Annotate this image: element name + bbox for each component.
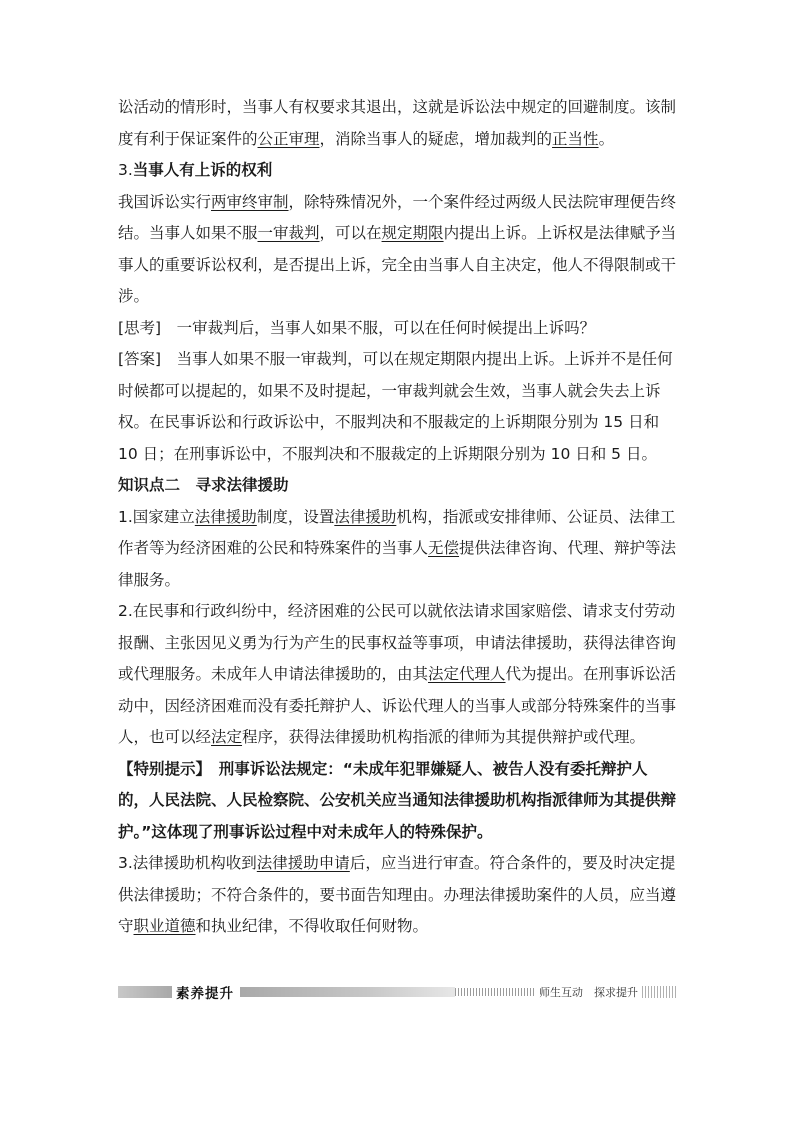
text-run: ，可以在 bbox=[319, 224, 382, 242]
paragraph bbox=[118, 470, 678, 502]
banner-stripes bbox=[642, 986, 678, 998]
banner-gradient-bar bbox=[240, 987, 455, 997]
underlined-term: 职业道德 bbox=[133, 917, 196, 935]
text-run: 我国诉讼实行 bbox=[118, 192, 212, 211]
underlined-term: 两审终审制 bbox=[211, 192, 289, 211]
text-run: 机构，指派或安排律师、公证员、法律工作者等为经济困难的公民和特殊案件的当事人 bbox=[118, 507, 676, 557]
text-run: 程序，获得法律援助机构指派的律师为其提供辩护或代理。 bbox=[242, 728, 646, 746]
paragraph bbox=[118, 596, 678, 754]
paragraph bbox=[118, 92, 678, 155]
paragraph bbox=[118, 155, 678, 187]
text-run: 当事人有上诉的权利 bbox=[132, 161, 273, 179]
banner-left-bar bbox=[118, 986, 172, 998]
text-run: ，消除当事人的疑虑，增加裁判的 bbox=[319, 129, 553, 148]
underlined-term: 法律援助 bbox=[194, 507, 257, 526]
paragraph bbox=[118, 502, 678, 597]
underlined-term: 正当性 bbox=[552, 129, 599, 148]
text-run: 1.国家建立 bbox=[118, 507, 195, 526]
text-run: 和执业纪律，不得收取任何财物。 bbox=[195, 917, 429, 935]
underlined-term: 法定 bbox=[211, 728, 243, 746]
text-run: [答案] 当事人如果不服一审裁判，可以在规定期限内提出上诉。上诉并不是任何时候都可以提起的，如果不及时提起，一审裁判就会生效，当事人就会失去上诉权。在民事诉讼和行政诉讼中，不服判决和不服裁定的上诉期限分别为 15 日和 10 日；在刑事诉讼中，不服判决和不服裁定的上诉期限分别为 10 日和 5 日。 bbox=[118, 350, 673, 463]
text-run: 3. bbox=[118, 161, 133, 179]
document-body bbox=[118, 92, 678, 943]
banner-dotted-bar bbox=[455, 988, 535, 996]
text-run: 内提出上诉。上诉权是法律赋予当事人的重要诉讼权利，是否提出上诉，完全由当事人自主决定，他人不得限制或干涉。 bbox=[118, 224, 677, 305]
text-run: 制度，设置 bbox=[256, 507, 335, 526]
text-run: 知识点二 寻求法律援助 bbox=[118, 476, 289, 494]
text-run: 。 bbox=[598, 129, 615, 148]
underlined-term: 一审裁判 bbox=[257, 224, 320, 242]
section-banner bbox=[118, 983, 678, 1001]
text-run: 提供法律咨询、代理、辩护等法律服务。 bbox=[118, 539, 677, 589]
banner-title: 素养提升 bbox=[176, 986, 234, 1002]
text-run: 3.法律援助机构收到 bbox=[118, 854, 257, 872]
underlined-term: 法定代理人 bbox=[428, 665, 506, 683]
text-run: 2.在民事和行政纠纷中，经济困难的公民可以就依法请求国家赔偿、请求支付劳动报酬、主张因见义勇为行为产生的民事权益等事项，申请法律援助，获得法律咨询或代理服务。未成年人申请法律援助的，由其 bbox=[118, 602, 677, 683]
paragraph bbox=[118, 187, 678, 313]
text-run: 【特别提示】 刑事诉讼法规定：“未成年犯罪嫌疑人、被告人没有委托辩护人的，人民法院、人民检察院、公安机关应当通知法律援助机构指派律师为其提供辩护。”这体现了刑事诉讼过程中对未成年人的特殊保护。 bbox=[118, 759, 677, 841]
underlined-term: 无偿 bbox=[428, 539, 460, 557]
paragraph bbox=[118, 313, 678, 345]
underlined-term: 公正审理 bbox=[257, 129, 320, 148]
text-run: 后，应当进行审查。符合条件的，要及时决定提供法律援助；不符合条件的，要书面告知理由。办理法律援助案件的人员，应当遵守 bbox=[118, 854, 677, 935]
banner-subtitle: 师生互动 探求提升 bbox=[539, 986, 638, 999]
paragraph bbox=[118, 754, 678, 849]
text-run: 讼活动的情形时，当事人有权要求其退出，这就是诉讼法中规定的回避制度。该制度有利于保证案件的 bbox=[118, 98, 677, 148]
underlined-term: 规定期限 bbox=[381, 224, 444, 242]
text-run: 代为提出。在刑事诉讼活动中，因经济困难而没有委托辩护人、诉讼代理人的当事人或部分特殊案件的当事人，也可以经 bbox=[118, 665, 677, 746]
underlined-term: 法律援助申请 bbox=[256, 854, 350, 872]
underlined-term: 法律援助 bbox=[334, 507, 397, 526]
paragraph bbox=[118, 344, 678, 470]
text-run: [思考] 一审裁判后，当事人如果不服，可以在任何时候提出上诉吗？ bbox=[118, 318, 596, 337]
text-run: ，除特殊情况外，一个案件经过两级人民法院审理便告终结。当事人如果不服 bbox=[118, 192, 677, 242]
paragraph bbox=[118, 848, 678, 943]
